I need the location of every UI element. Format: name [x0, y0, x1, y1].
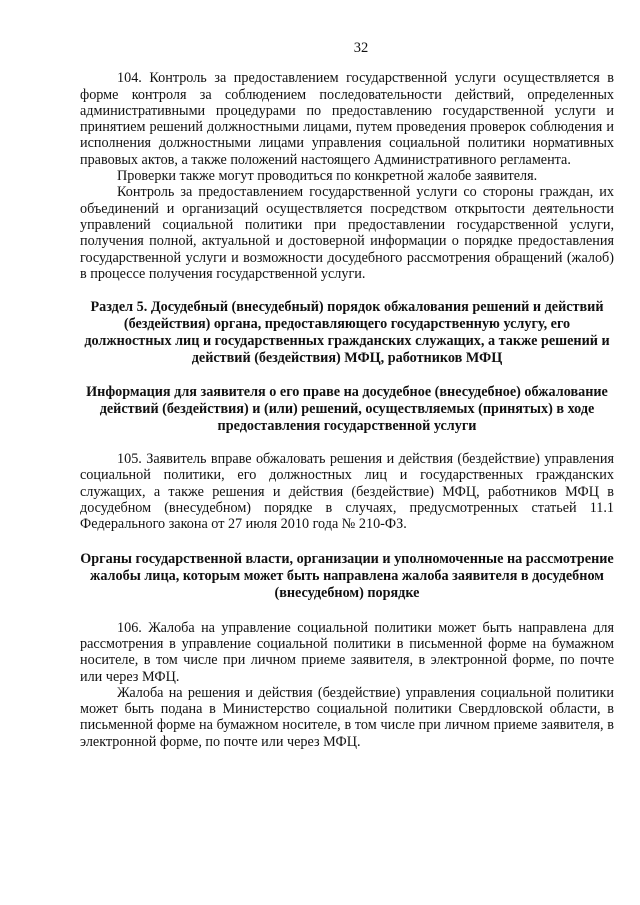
paragraph-checks: Проверки также могут проводиться по конкретной жалобе заявителя.: [117, 168, 538, 185]
paragraph-104: 104. Контроль за предоставлением государственной услуги осуществляется в форме контроля за соблюдением последовательности действий, определенных административными процедурами по предоставлению государственной услуги и принятием решений должностными лицами, путем проведения проверок соблюдения и исполнения должностными лицами управления социальной политики нормативных правовых актов, а также положений настоящего Административного регламента.: [80, 70, 614, 168]
page-number: 32: [353, 40, 369, 56]
paragraph-106: 106. Жалоба на управление социальной политики может быть направлена для рассмотрения в управление социальной политики в письменной форме на бумажном носителе, в том числе при личном приеме заявителя, в электронной форме, по почте или через МФЦ.: [80, 619, 614, 685]
paragraph-105: 105. Заявитель вправе обжаловать решения и действия (бездействие) управления социальной политики, его должностных лиц и государственных гражданских служащих, а также решения и действия (бездействие) МФЦ, работников МФЦ в досудебном (внесудебном) порядке в случаях, предусмотренных статьей 11.1 Федерального закона от 27 июля 2010 года № 210-ФЗ.: [80, 451, 614, 533]
section-5-heading: Раздел 5. Досудебный (внесудебный) порядок обжалования решений и действий (бездействия) органа, предоставляющего государственную услугу, его должностных лиц и государственных гражданских служащих, а также решений и действий (бездействия) МФЦ, работников МФЦ: [84, 299, 610, 367]
paragraph-ministry-complaint: Жалоба на решения и действия (бездействие) управления социальной политики может быть подана в Министерство социальной политики Свердловской области, в письменной форме на бумажном носителе, в том числе при личном приеме заявителя, в электронной форме, по почте или через МФЦ.: [80, 684, 614, 750]
info-heading: Информация для заявителя о его праве на досудебное (внесудебное) обжалование действий (бездействия) и (или) решений, осуществляемых (принятых) в ходе предоставления государственной услуги: [86, 384, 608, 435]
organs-heading: Органы государственной власти, организации и уполномоченные на рассмотрение жалобы лица, которым может быть направлена жалоба заявителя в досудебном (внесудебном) порядке: [80, 550, 614, 601]
paragraph-public-control: Контроль за предоставлением государственной услуги со стороны граждан, их объединений и организаций осуществляется посредством открытости деятельности управлений социальной политики при предоставлении государственной услуги, получения полной, актуальной и достоверной информации о порядке предоставления государственной услуги и возможности досудебного рассмотрения обращений (жалоб) в процессе получения государственной услуги.: [80, 184, 614, 282]
